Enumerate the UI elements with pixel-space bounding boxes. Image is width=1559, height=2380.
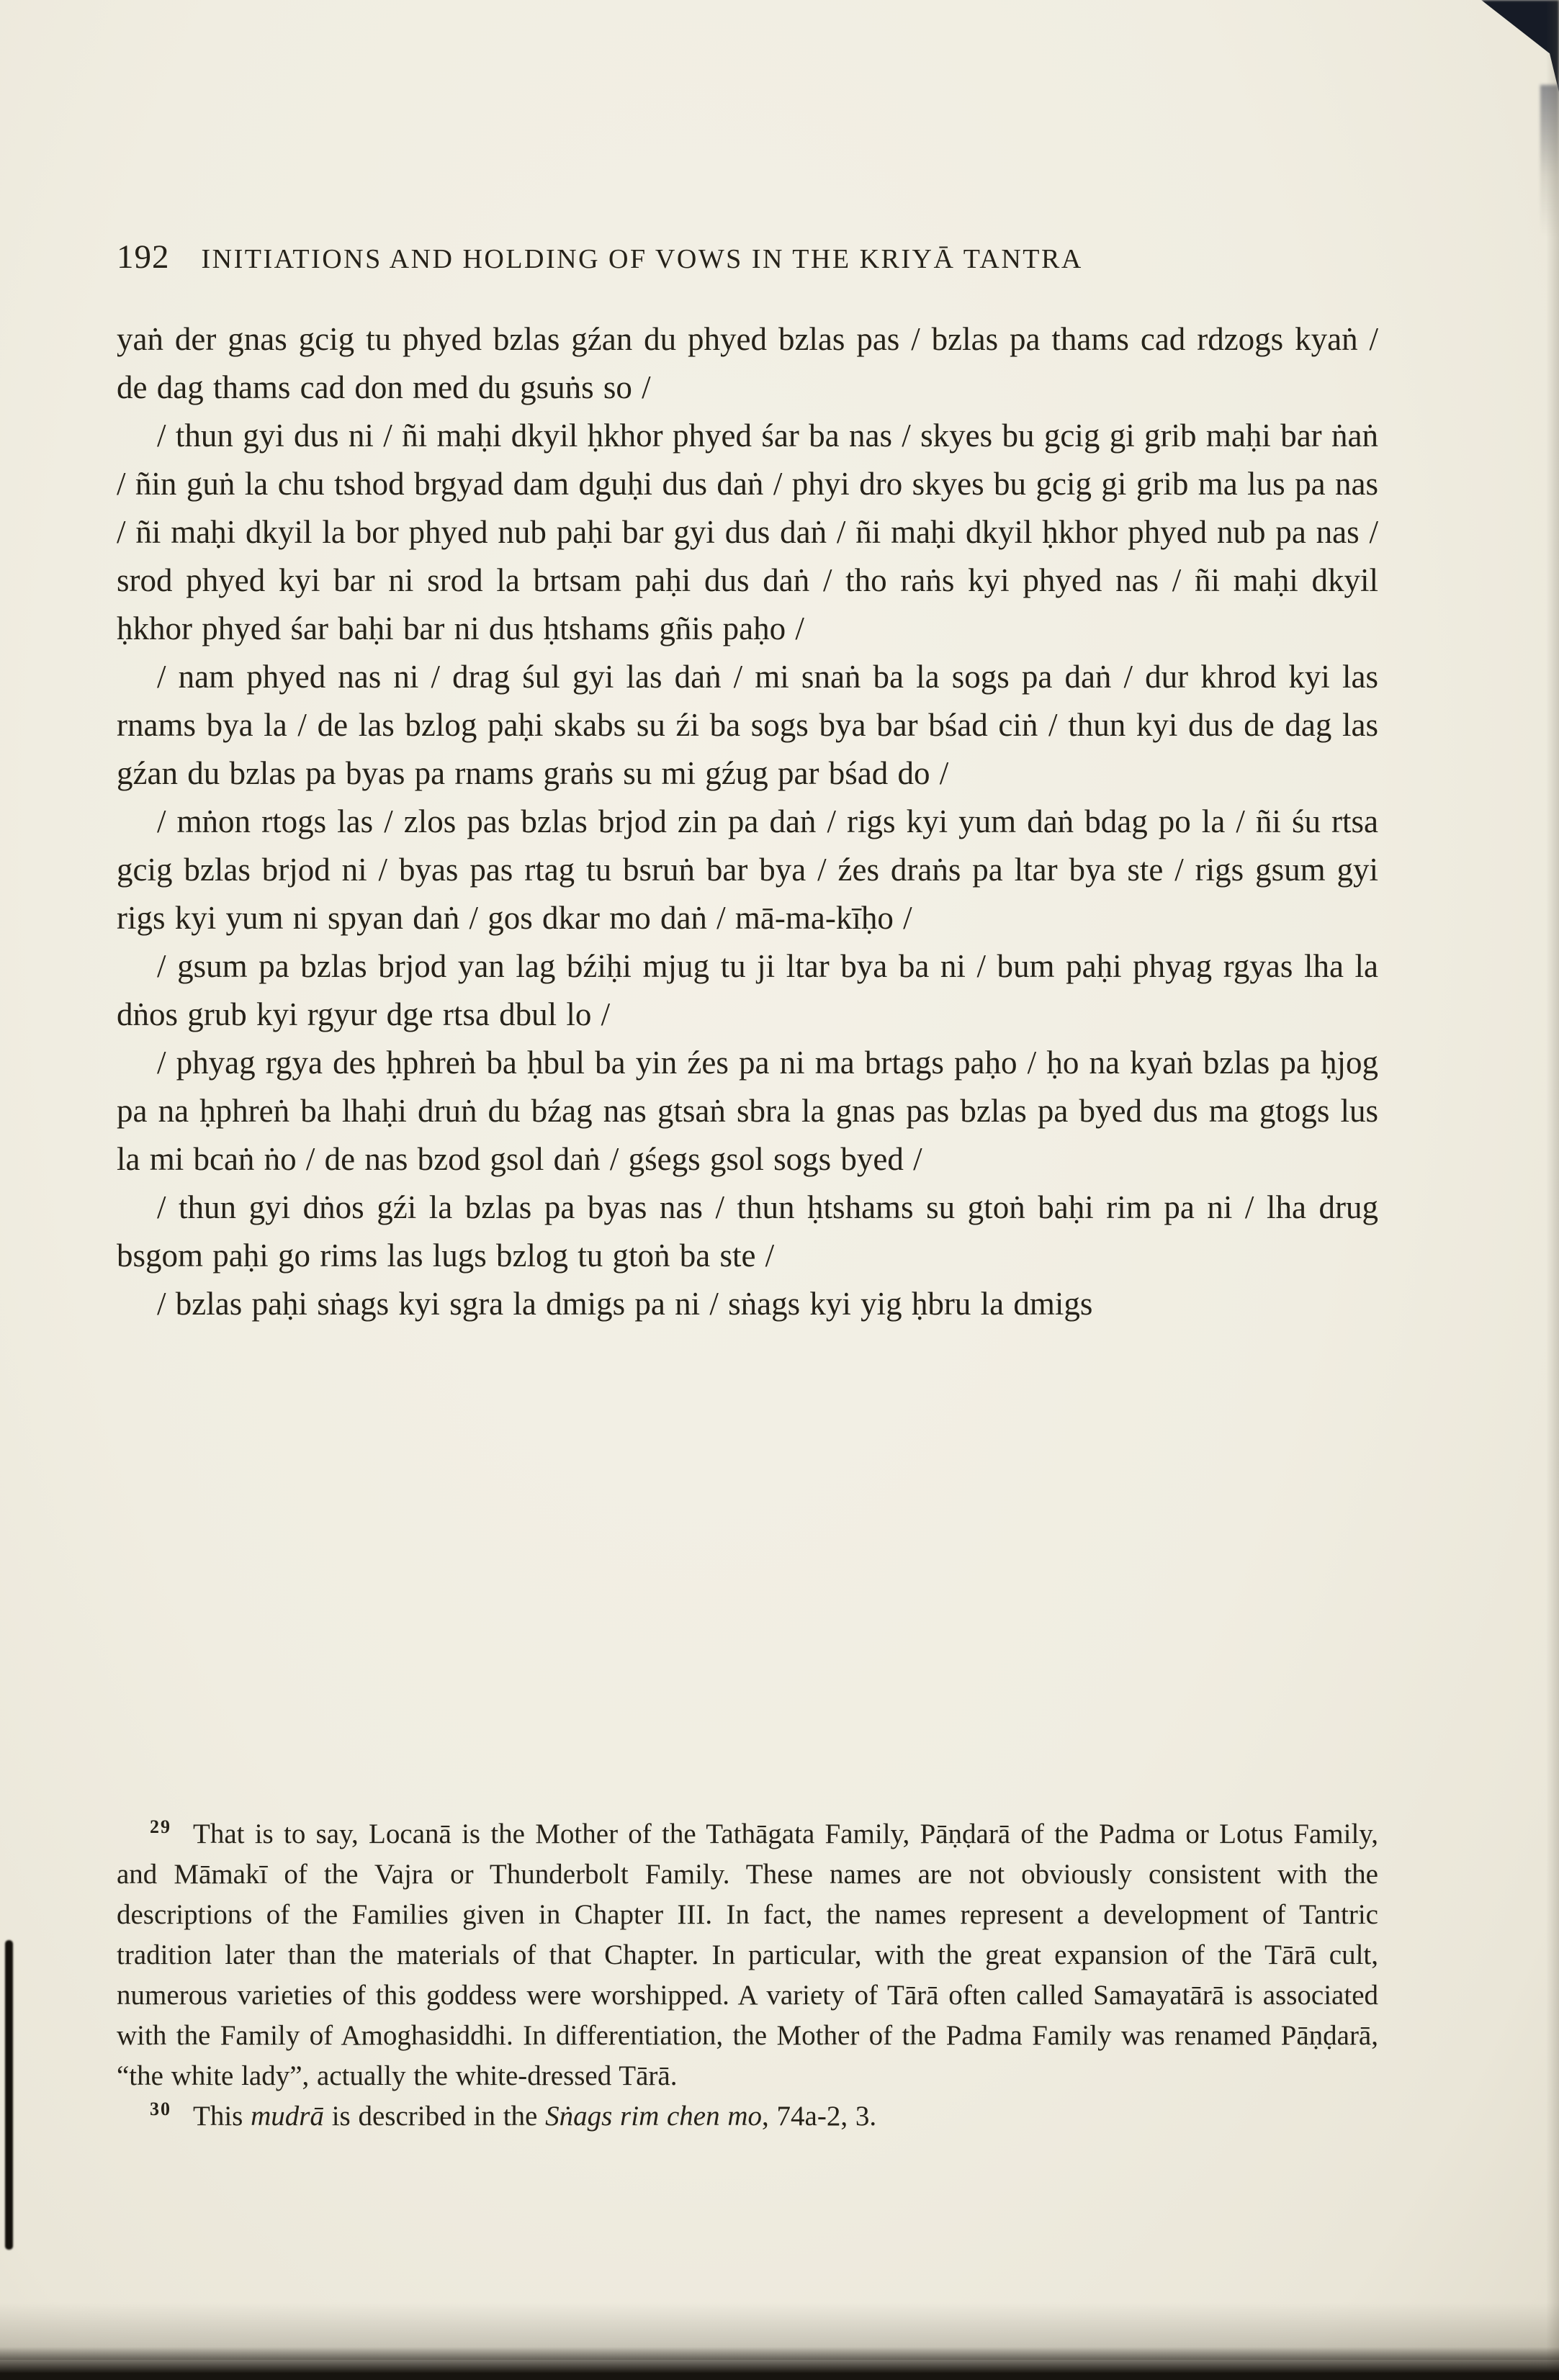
running-header [117, 238, 1378, 276]
footnote-30-text-part: is described in the [323, 2101, 546, 2132]
paragraph-7: / thun gyi dṅos gźi la bzlas pa byas nas / thun ḥtshams su gtoṅ baḥi rim pa ni / lha drug bsgom paḥi go rims las lugs bzlog tu gtoṅ ba ste / [117, 1189, 1378, 1274]
paragraph-2: / thun gyi dus ni / ñi maḥi dkyil ḥkhor phyed śar ba nas / skyes bu gcig gi grib maḥi bar ṅaṅ / ñin guṅ la chu tshod brgyad dam dguḥi dus daṅ / phyi dro skyes bu gcig gi grib ma lus pa nas / ñi maḥi dkyil la bor phyed nub paḥi bar gyi dus daṅ / ñi maḥi dkyil ḥkhor phyed nub pa nas / srod phyed kyi bar ni srod la brtsam paḥi dus daṅ / tho raṅs kyi phyed nas / ñi maḥi dkyil ḥkhor phyed śar baḥi bar ni dus ḥtshams gñis paḥo / [117, 418, 1378, 646]
footnote-30-text-part: This [193, 2101, 251, 2132]
scan-bottom-edge-artifact [0, 2347, 1559, 2380]
paragraph-4: / mṅon rtogs las / zlos pas bzlas brjod zin pa daṅ / rigs kyi yum daṅ bdag po la / ñi śu rtsa gcig bzlas brjod ni / byas pas rtag tu bsruṅ bar bya / źes draṅs pa ltar bya ste / rigs gsum gyi rigs kyi yum ni spyan daṅ / gos dkar mo daṅ / mā-ma-kīḥo / [117, 803, 1378, 936]
text-block [117, 238, 1378, 1328]
paragraph-1: yaṅ der gnas gcig tu phyed bzlas gźan du phyed bzlas pas / bzlas pa thams cad rdzogs kyaṅ / de dag thams cad don med du gsuṅs so / [117, 321, 1378, 405]
footnote-29-text: That is to say, Locanā is the Mother of the Tathāgata Family, Pāṇḍarā of the Padma or Lotus Family, and Māmakī of the Vajra or Thunderbolt Family. These names are not obviously consistent with the descriptions of the Families given in Chapter III. In fact, the names represent a development of Tantric tradition later than the materials of that Chapter. In particular, with the great expansion of the Tārā cult, numerous varieties of this goddess were worshipped. A variety of Tārā often called Samayatārā is associated with the Family of Amoghasiddhi. In differentiation, the Mother of the Padma Family was renamed Pāṇḍarā, “the white lady”, actually the white-dressed Tārā. [117, 1818, 1378, 2091]
running-title: INITIATIONS AND HOLDING OF VOWS IN THE KRIYĀ TANTRA [201, 244, 1083, 274]
footnote-29 [117, 1814, 1378, 2096]
page-number: 192 [117, 238, 170, 276]
footnote-30 [117, 2096, 1378, 2137]
footnote-30-marker: 30 [150, 2099, 171, 2119]
page-right-edge-shadow [1546, 0, 1559, 2380]
body-text [117, 315, 1378, 1328]
footnote-30-italic-title: Sṅags rim chen mo [545, 2101, 763, 2132]
paragraph-3: / nam phyed nas ni / drag śul gyi las daṅ / mi snaṅ ba la sogs pa daṅ / dur khrod kyi las rnams bya la / de las bzlog paḥi skabs su źi ba sogs bya bar bśad ciṅ / thun kyi dus de dag las gźan du bzlas pa byas pa rnams graṅs su mi gźug par bśad do / [117, 659, 1378, 791]
footnote-30-text-part: , 74a-2, 3. [762, 2101, 877, 2132]
footnote-30-italic-term: mudrā [251, 2101, 324, 2132]
scan-left-bar-artifact [5, 1940, 13, 2250]
paragraph-6: / phyag rgya des ḥphreṅ ba ḥbul ba yin źes pa ni ma brtags paḥo / ḥo na kyaṅ bzlas pa ḥjog pa na ḥphreṅ ba lhaḥi druṅ du bźag nas gtsaṅ sbra la gnas pas bzlas pa byed dus ma gtogs lus la mi bcaṅ ṅo / de nas bzod gsol daṅ / gśegs gsol sogs byed / [117, 1045, 1378, 1177]
footnote-29-marker: 29 [150, 1816, 171, 1837]
paragraph-8: / bzlas paḥi sṅags kyi sgra la dmigs pa ni / sṅags kyi yig ḥbru la dmigs [157, 1286, 1093, 1322]
footnotes-section [117, 1814, 1378, 2137]
paragraph-5: / gsum pa bzlas brjod yan lag bźiḥi mjug tu ji ltar bya ba ni / bum paḥi phyag rgyas lha la dṅos grub kyi rgyur dge rtsa dbul lo / [117, 948, 1378, 1032]
